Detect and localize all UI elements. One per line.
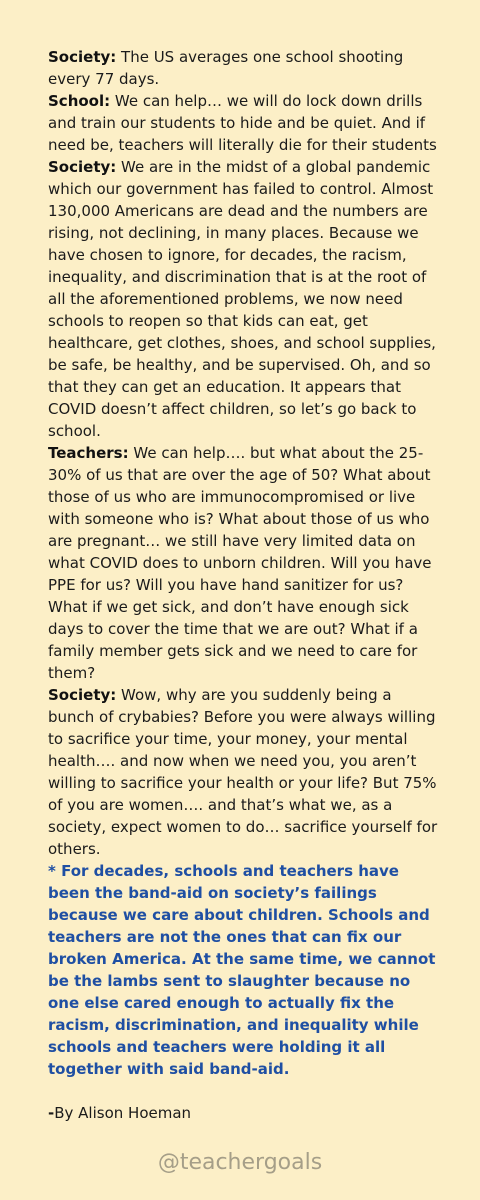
byline [48,1102,440,1124]
speaker-label: Teachers: [48,444,129,462]
dialogue-text: The US averages one school shooting every 77 days. [48,48,404,88]
speaker-label: Society: [48,158,117,176]
dialogue-paragraph [48,684,440,860]
byline-dash: - [48,1104,55,1122]
dialogue-paragraph [48,442,440,684]
dialogue-paragraph [48,46,440,90]
callout-statement: * For decades, schools and teachers have been the band-aid on society’s failings because we care about children. Schools and teachers are not the ones that can fix our broken America. At the same time, we cannot be the lambs sent to slaughter because no one else cared enough to actually fix the racism, discrimination, and inequality while schools and teachers were holding it all together with said band-aid. [48,862,436,1078]
speaker-label: School: [48,92,111,110]
dialogue-text: We are in the midst of a global pandemic which our government has failed to control. Almost 130,000 Americans are dead and the numbers are rising, not declining, in many places. Because we have chosen to ignore, for decades, the racism, inequality, and discrimination that is at the root of all the aforementioned problems, we now need schools to reopen so that kids can eat, get healthcare, get clothes, shoes, and school supplies, be safe, be healthy, and be supervised. Oh, and so that they can get an education. It appears that COVID doesn’t affect children, so let’s go back to school. [48,158,436,440]
article-body [48,46,440,1124]
dialogue-paragraph [48,90,440,156]
dialogue-paragraph [48,156,440,442]
dialogue-text: We can help… we will do lock down drills and train our students to hide and be quiet. And if need be, teachers will literally die for their students [48,92,437,154]
dialogue-text: We can help…. but what about the 25-30% of us that are over the age of 50? What about those of us who are immunocompromised or live with someone who is? What about those of us who are pregnant… we still have very limited data on what COVID does to unborn children. Will you have PPE for us? Will you have hand sanitizer for us? What if we get sick, and don’t have enough sick days to cover the time that we are out? What if a family member gets sick and we need to care for them? [48,444,432,682]
social-handle: @teachergoals [157,1150,323,1175]
byline-author: By Alison Hoeman [54,1104,192,1122]
speaker-label: Society: [48,686,117,704]
speaker-label: Society: [48,48,117,66]
dialogue-text: Wow, why are you suddenly being a bunch of crybabies? Before you were always willing to sacrifice your time, your money, your mental health…. and now when we need you, you aren’t willing to sacrifice your health or your life? But 75% of you are women…. and that’s what we, as a society, expect women to do… sacrifice yourself for others. [48,686,438,858]
